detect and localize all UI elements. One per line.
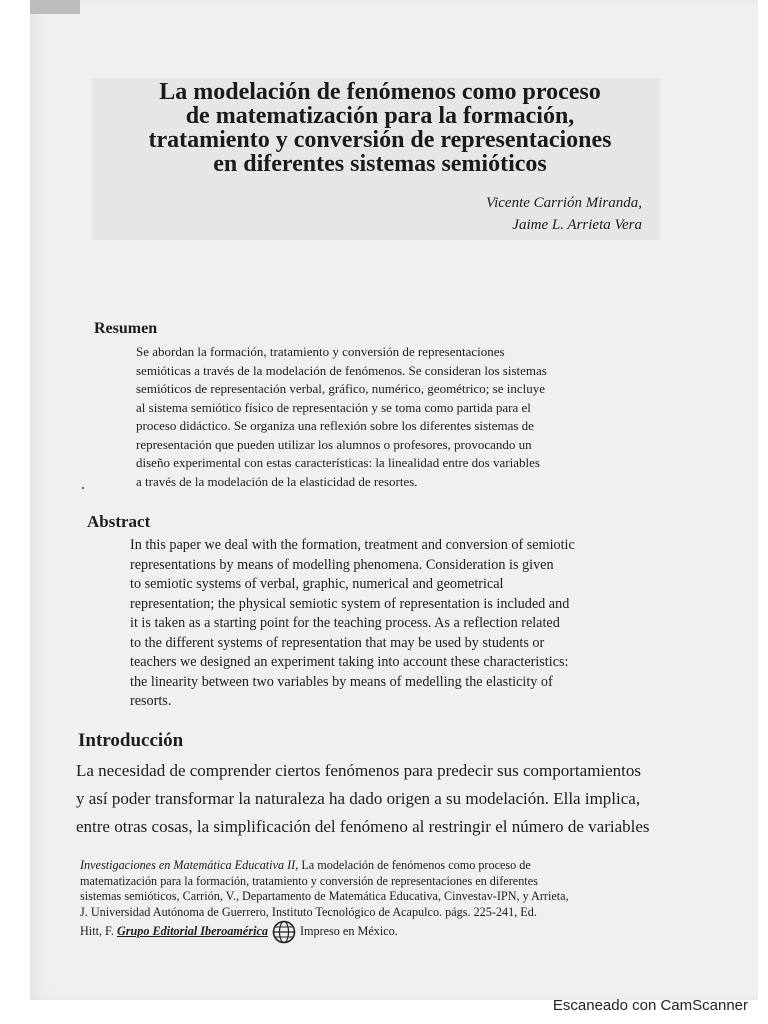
abstract-heading: Abstract: [87, 512, 151, 531]
introduccion-line: La necesidad de comprender ciertos fenómenos para predecir sus comportamientos: [76, 761, 642, 780]
resumen-line: semióticos de representación verbal, gráfico, numérico, geométrico; se incluye: [136, 381, 545, 396]
resumen-line: proceso didáctico. Se organiza una reflexión sobre los diferentes sistemas de: [136, 418, 534, 433]
footnote-line: sistemas semióticos, Carrión, V., Departamento de Matemática Educativa, Cinvestav-IPN, y Arrieta,: [80, 889, 569, 903]
author-name: Vicente Carrión Miranda,: [486, 195, 642, 211]
resumen-line: a través de la modelación de la elasticidad de resortes.: [136, 473, 418, 489]
printed-in: Impreso en México.: [299, 923, 398, 938]
resumen-text: [136, 343, 636, 491]
author-name: Jaime L. Arrieta Vera: [512, 217, 642, 233]
citation-footnote: [80, 858, 710, 944]
abstract-line: resorts.: [130, 693, 172, 709]
introduccion-heading: Introducción: [78, 730, 184, 751]
footnote-line: J. Universidad Autónoma de Guerrero, Instituto Tecnológico de Acapulco. págs. 225-241, Ed.: [80, 904, 537, 919]
resumen-line: al sistema semiótico físico de representación y se toma como partida para el: [136, 399, 531, 415]
resumen-line: Se abordan la formación, tratamiento y conversión de representaciones: [136, 344, 505, 359]
title-line: de matematización para la formación,: [185, 103, 575, 129]
globe-logo-icon: [272, 920, 296, 944]
abstract-text: [130, 536, 650, 712]
footnote-line: [80, 920, 710, 944]
abstract-line: teachers we designed an experiment taking into account these characteristics:: [130, 654, 569, 670]
abstract-line: it is taken as a starting point for the teaching process. As a reflection related: [130, 615, 560, 631]
authors: [342, 192, 642, 236]
title-line: en diferentes sistemas semióticos: [213, 151, 547, 177]
introduccion-text: [76, 757, 706, 841]
article-title: [100, 80, 660, 176]
footnote-line: matematización para la formación, tratamiento y conversión de representaciones en diferentes: [80, 873, 538, 888]
resumen-line: diseño experimental con estas características: la linealidad entre dos variables: [136, 455, 540, 470]
abstract-line: In this paper we deal with the formation, treatment and conversion of semiotic: [130, 537, 575, 553]
abstract-line: to the different systems of representation that may be used by students or: [130, 634, 545, 651]
editor-name: Hitt, F.: [80, 923, 117, 938]
ink-speck: [82, 487, 84, 489]
footnote-text: La modelación de fenómenos como proceso de: [298, 858, 531, 872]
title-line: tratamiento y conversión de representaciones: [148, 127, 612, 153]
journal-name: Investigaciones en Matemática Educativa II,: [80, 858, 299, 872]
abstract-line: the linearity between two variables by means of medelling the elasticity of: [130, 673, 553, 690]
introduccion-line: y así poder transformar la naturaleza ha dado origen a su modelación. Ella implica,: [76, 789, 641, 808]
abstract-line: representation; the physical semiotic system of representation is included and: [130, 595, 570, 612]
introduccion-line: entre otras cosas, la simplificación del fenómeno al restringir el número de variables: [76, 817, 650, 836]
footnote-line: [80, 858, 710, 874]
title-line: La modelación de fenómenos como proceso: [159, 79, 601, 105]
abstract-line: representations by means of modelling phenomena. Consideration is given: [130, 556, 554, 573]
resumen-heading: Resumen: [94, 320, 158, 337]
page-corner-shadow: [30, 0, 80, 14]
camscanner-watermark: Escaneado con CamScanner: [552, 997, 748, 1014]
publisher-name: Grupo Editorial Iberoamérica: [116, 923, 268, 938]
abstract-line: to semiotic systems of verbal, graphic, numerical and geometrical: [130, 576, 504, 592]
resumen-line: semióticas a través de la modelación de fenómenos. Se consideran los sistemas: [136, 362, 547, 378]
resumen-line: representación que pueden utilizar los alumnos o profesores, provocando un: [136, 436, 532, 452]
